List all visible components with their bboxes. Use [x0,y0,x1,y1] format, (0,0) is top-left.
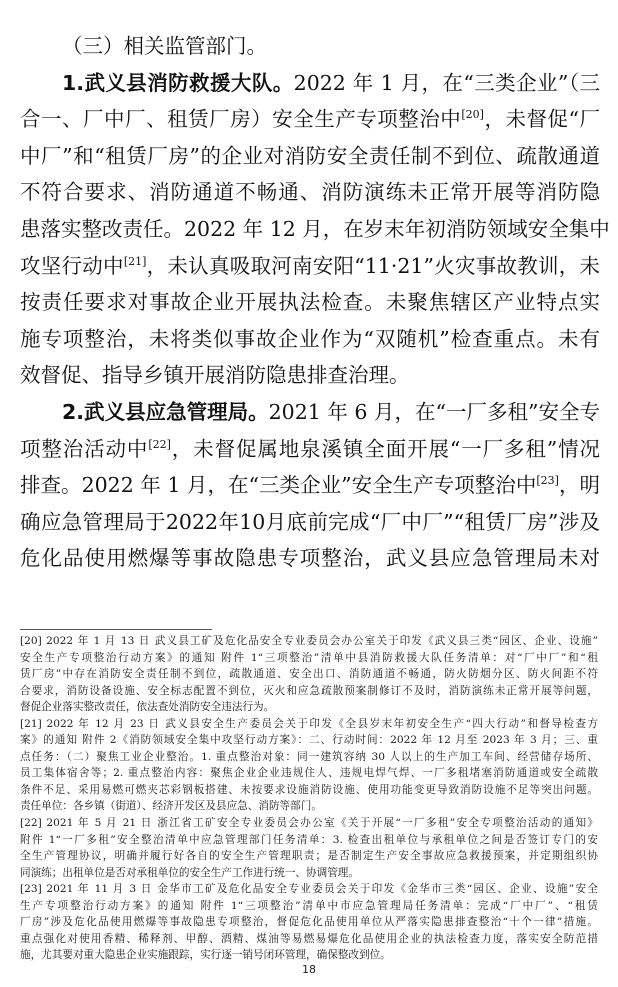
text-span: 攻坚行动中 [20,253,124,278]
paragraph-1-title: 1.武义县消防救援大队。 [62,70,294,95]
footnote-22 [20,815,598,881]
footnote-line: 责任单位：各乡镇（街道）、经济开发区及县应急、消防等部门。 [20,800,322,813]
paragraph-1-line-8 [20,321,600,358]
text-span: 排查。2022 年 1 月，在“三类企业”安全生产专项整治中 [20,473,537,498]
footnote-line: [22] 2021 年 5 月 21 日 浙江省工矿安全专业委员会办公室《关于开展“一厂多租”安全专项整治活动的通知》 [20,817,598,830]
paragraph-1-line-6 [20,248,600,285]
text-span: 危化品使用燃爆等事故隐患专项整治，武义县应急管理局未对 [20,546,600,571]
footnote-line: 全生产管理协议，明确并履行好各自的安全生产管理职责；是否制定生产安全事故应急救援预案，并定期组织协 [20,850,598,863]
footnote-line: 安全生产专项整治行动方案》的通知 附件 1“三项整治”清单中县消防救援大队任务清单：对“厂中厂”和“租 [20,651,598,664]
footnote-ref-21[interactable]: [21] [123,254,147,268]
footnote-line: 施，尤其要对重大隐患企业实施跟踪，实行逐一销号闭环管理，确保整改到位。 [20,949,391,962]
paragraph-1-line-3 [20,138,600,175]
text-span: ，明 [558,473,600,498]
paragraph-2-line-4 [20,504,600,541]
footnote-line: 赁厂房”中存在消防安全责任制不到位，疏散通道、安全出口、消防通道不畅通，防火防烟分区、防火间距不符 [20,668,598,681]
footnote-ref-23[interactable]: [23] [536,474,559,488]
text-span: 2021 年 6 月，在“一厂多租”安全专 [268,399,600,424]
footnote-line: 点任务：（二）聚焦工业企业整治。1. 重点整治对象：同一建筑容纳 30 人以上的生产加工车间、经营储存场所、 [20,750,598,763]
paragraph-1-line-2 [20,101,600,138]
footnote-23 [20,881,598,964]
section-heading [20,28,600,65]
paragraph-1-line-5 [20,211,610,248]
paragraph-2-line-1 [20,394,600,431]
footnote-line: 员工集体宿舍等；2. 重点整治内容：聚焦企业企业违规住人、违规电焊气焊、一厂多租堵塞消防通道或安全疏散 [20,767,598,780]
text-span: 中厂”和“租赁厂房”的企业对消防安全责任制不到位、疏散通道 [20,143,600,168]
paragraph-2-line-5 [20,540,600,577]
footnote-line: 厂房”涉及危化品使用燃爆等事故隐患专项整治，督促危化品使用单位从严落实隐患排查整治“十个一律”措施。 [20,916,598,929]
footnote-line: 案》的通知 附件 2《消防领域安全集中攻坚行动方案》：二、行动时间：2022 年 12 月至 2023 年 3 月；三、重 [20,734,598,747]
text-span: 2022 年 1 月，在“三类企业”（三 [293,70,600,95]
footnote-21 [20,716,598,815]
body-text [20,28,610,577]
text-span: 不符合要求、消防通道不畅通、消防演练未正常开展等消防隐 [20,180,600,205]
text-span: ，未认真吸取河南安阳“11·21”火灾事故教训，未 [146,253,601,278]
footnote-20 [20,633,598,716]
text-span: 确应急管理局于2022年10月底前完成“厂中厂”“租赁厂房”涉及 [20,509,600,534]
paragraph-1-line-7 [20,284,600,321]
footnote-line: [21] 2022 年 12 月 23 日 武义县安全生产委员会关于印发《全县岁末年初安全生产“四大行动”和督导检查方 [20,717,598,730]
paragraph-1-line-1 [20,65,600,102]
footnote-line: 合要求，消防设备设施、安全标志配置不到位，灭火和应急疏散预案制修订不及时，消防演练未正常开展等问题， [20,684,598,697]
footnote-line: 附件 1“一厂多租”安全整治清单中应急管理部门任务清单：3. 检查出租单位与承租单位之间是否签订专门的安 [20,833,598,846]
text-span: 按责任要求对事故企业开展执法检查。未聚焦辖区产业特点实 [20,290,600,315]
section-heading-text: （三）相关监管部门。 [62,34,267,58]
footnote-line: 重点强化对使用香精、稀释剂、甲醇、酒精、煤油等易燃易爆危化品使用企业的执法检查力度，落实安全防范措 [20,932,598,945]
footnote-line: 条件不足、采用易燃可燃夹芯彩钢板搭建、未按要求设施消防设施、使用功能变更导致消防设施不足等突出问题。 [20,783,598,796]
text-span: 合一、厂中厂、租赁厂房）安全生产专项整治中 [20,107,462,132]
footnote-line: 生产专项整治行动方案》的通知 附件 1“三项整治”清单中市应急管理局任务清单：完成“厂中厂”、“租赁 [20,899,598,912]
footnote-line: 同演练；出租单位是否对承租单位的安全生产工作进行统一、协调管理。 [20,866,359,879]
text-span: ，未督促属地泉溪镇全面开展“一厂多租”情况 [170,436,600,461]
text-span: ，未督促“厂 [483,107,600,132]
footnote-separator [20,629,212,630]
paragraph-2-line-3 [20,467,600,504]
paragraph-1-line-4 [20,174,600,211]
paragraph-2-title: 2.武义县应急管理局。 [62,399,269,424]
footnote-ref-22[interactable]: [22] [148,437,171,451]
text-span: 效督促、指导乡镇开展消防隐患排查治理。 [20,363,410,388]
footnotes [20,633,598,964]
page-number: 18 [302,963,316,976]
text-span: 施专项整治，未将类似事故企业作为“双随机”检查重点。未有 [20,326,600,351]
footnote-line: 督促企业落实整改责任，依法查处消防安全违法行为。 [20,701,275,714]
footnote-line: [20] 2022 年 1 月 13 日 武义县工矿及危化品安全专业委员会办公室关于印发《武义县三类“园区、企业、设施” [20,635,598,647]
paragraph-1-line-9 [20,357,600,394]
paragraph-2-line-2 [20,431,600,468]
footnote-line: [23] 2021 年 11 月 3 日 金华市工矿及危化品安全专业委员会关于印发《金华市三类“园区、企业、设施”安全 [20,883,598,896]
text-span: 项整治活动中 [20,436,149,461]
text-span: 患落实整改责任。2022 年 12 月，在岁末年初消防领域安全集中 [20,216,610,241]
footnote-ref-20[interactable]: [20] [461,108,484,122]
